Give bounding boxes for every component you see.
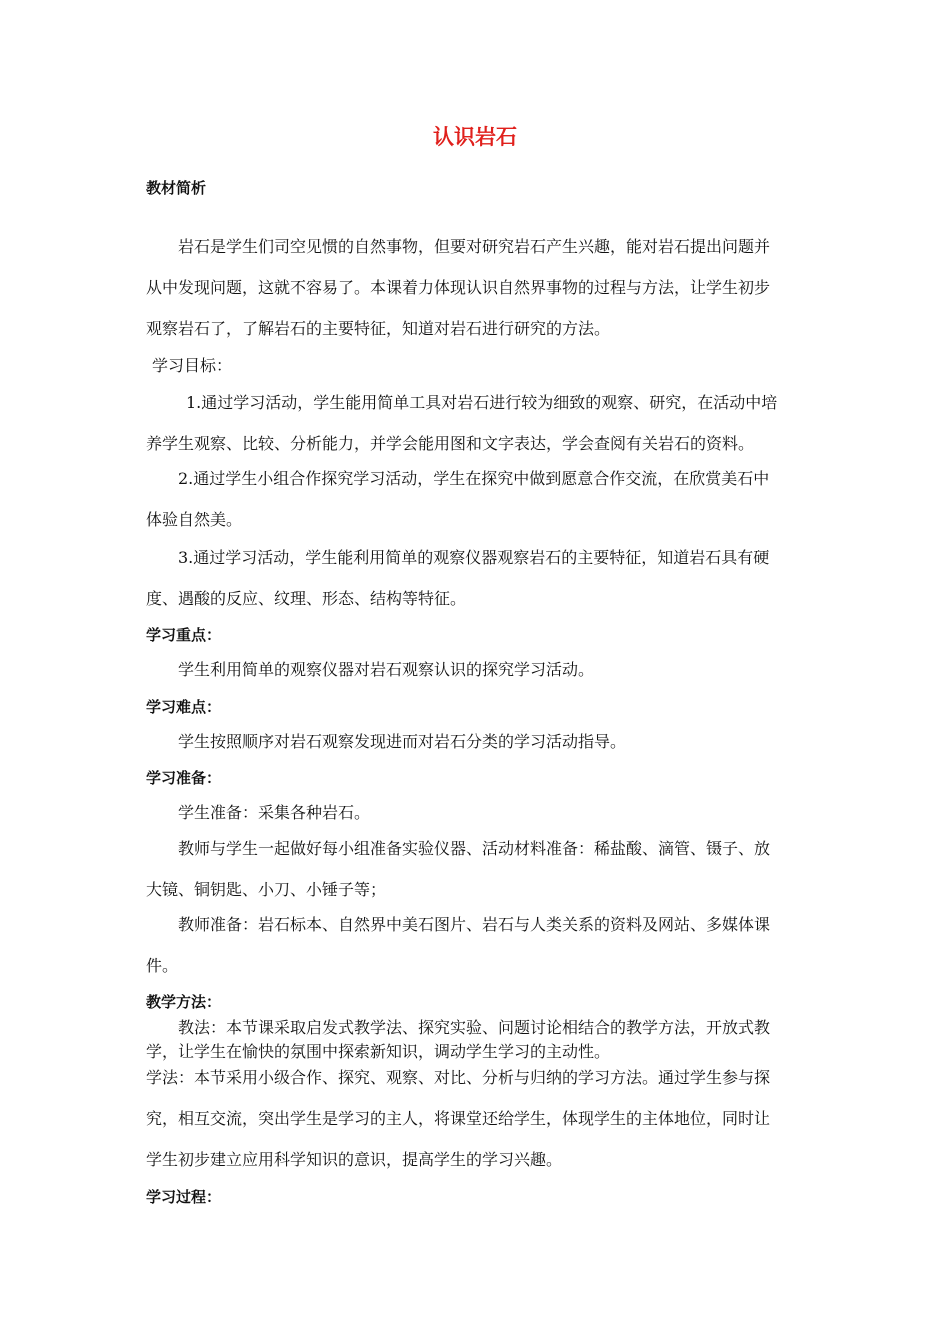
section-heading-difficulties: 学习难点： xyxy=(146,698,222,716)
paragraph-line: 教师与学生一起做好每小组准备实验仪器、活动材料准备：稀盐酸、滴管、镊子、放 xyxy=(178,839,771,858)
paragraph-line: 件。 xyxy=(146,956,179,975)
paragraph-line: 养学生观察、比较、分析能力，并学会能用图和文字表达，学会查阅有关岩石的资料。 xyxy=(146,434,755,453)
paragraph-line: 究，相互交流，突出学生是学习的主人，将课堂还给学生，体现学生的主体地位，同时让 xyxy=(146,1109,771,1128)
section-heading-objectives: 学习目标： xyxy=(152,356,233,375)
section-heading-methods: 教学方法： xyxy=(146,993,222,1011)
paragraph-line: 大镜、铜钥匙、小刀、小锤子等； xyxy=(146,880,387,899)
paragraph-line: 2.通过学生小组合作探究学习活动，学生在探究中做到愿意合作交流，在欣赏美石中 xyxy=(178,469,770,488)
section-heading-key-points: 学习重点： xyxy=(146,626,222,644)
section-heading-textbook-analysis: 教材简析 xyxy=(146,179,207,197)
section-heading-preparation: 学习准备： xyxy=(146,769,222,787)
paragraph-line: 从中发现问题，这就不容易了。本课着力体现认识自然界事物的过程与方法，让学生初步 xyxy=(146,278,771,297)
paragraph-line: 学生利用简单的观察仪器对岩石观察认识的探究学习活动。 xyxy=(178,660,595,679)
paragraph-line: 3.通过学习活动，学生能利用简单的观察仪器观察岩石的主要特征，知道岩石具有硬 xyxy=(178,548,770,567)
paragraph-line: 教师准备：岩石标本、自然界中美石图片、岩石与人类关系的资料及网站、多媒体课 xyxy=(178,915,771,934)
paragraph-line: 学，让学生在愉快的氛围中探索新知识，调动学生学习的主动性。 xyxy=(146,1042,611,1061)
paragraph-line: 体验自然美。 xyxy=(146,510,243,529)
paragraph-line: 1.通过学习活动，学生能用简单工具对岩石进行较为细致的观察、研究，在活动中培 xyxy=(186,393,778,412)
paragraph-line: 学生按照顺序对岩石观察发现进而对岩石分类的学习活动指导。 xyxy=(178,732,627,751)
paragraph-line: 学生初步建立应用科学知识的意识，提高学生的学习兴趣。 xyxy=(146,1150,563,1169)
document-title: 认识岩石 xyxy=(433,125,517,149)
paragraph-line: 学法：本节采用小级合作、探究、观察、对比、分析与归纳的学习方法。通过学生参与探 xyxy=(146,1068,771,1087)
section-heading-process: 学习过程： xyxy=(146,1188,222,1206)
paragraph-line: 学生准备：采集各种岩石。 xyxy=(178,803,371,822)
paragraph-line: 观察岩石了，了解岩石的主要特征，知道对岩石进行研究的方法。 xyxy=(146,319,611,338)
paragraph-line: 教法：本节课采取启发式教学法、探究实验、问题讨论相结合的教学方法，开放式教 xyxy=(178,1018,771,1037)
paragraph-line: 度、遇酸的反应、纹理、形态、结构等特征。 xyxy=(146,589,467,608)
paragraph-line: 岩石是学生们司空见惯的自然事物，但要对研究岩石产生兴趣，能对岩石提出问题并 xyxy=(178,237,771,256)
